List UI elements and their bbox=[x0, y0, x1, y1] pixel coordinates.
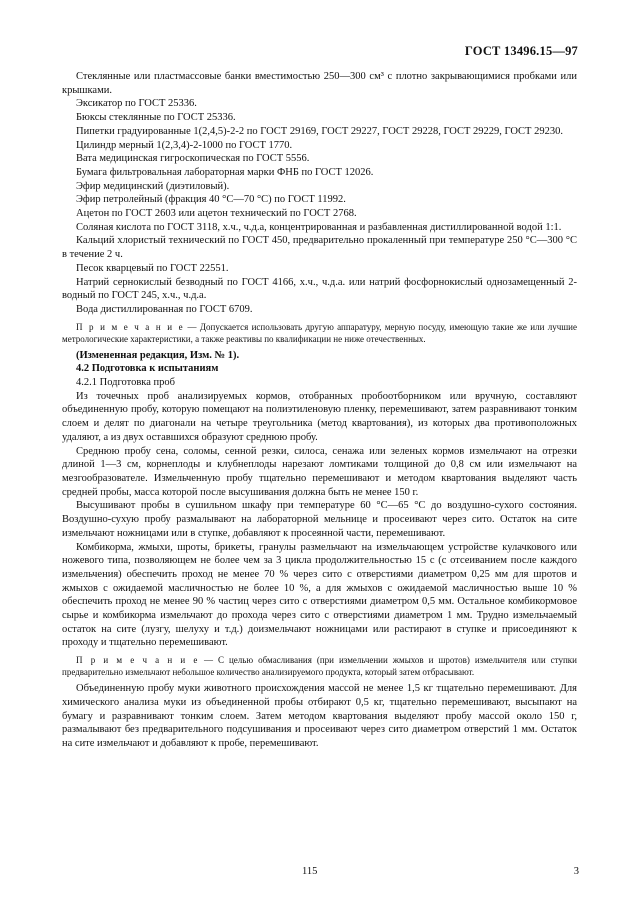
paragraph: Пипетки градуированные 1(2,4,5)-2-2 по ГОСТ 29169, ГОСТ 29227, ГОСТ 29228, ГОСТ 29229, ГОСТ 29230. bbox=[76, 125, 563, 137]
paragraph: Эфир медицинский (диэтиловый). bbox=[76, 180, 230, 192]
section-heading: 4.2 Подготовка к испытаниям bbox=[76, 363, 219, 375]
paragraph: Кальций хлористый технический по ГОСТ 450, предварительно прокаленный при температуре 250 °С—300 °С в течение 2 ч. bbox=[62, 235, 577, 261]
revision-note: (Измененная редакция, Изм. № 1). bbox=[76, 349, 240, 361]
paragraph: Эфир петролейный (фракция 40 °С—70 °С) по ГОСТ 11992. bbox=[76, 194, 346, 206]
paragraph: Комбикорма, жмыхи, шроты, брикеты, гранулы размельчают на измельчающем устройстве кулачкового или ножевого типа, позволяющем не более чем за 3 цикла продолжительностью 15 с (с отсеиванием после каждого измельчения) обеспечить проход не менее 70 % через сито с отверстиями диаметром 0,25 мм для шротов и жмыхов с ожидаемой масличностью не более 10 %, а для жмыхов с ожидаемой масличностью выше 10 % обеспечить проход не менее 90 % частиц через сито с отверстиями диаметром 0,5 мм. Остальное комбикормовое сырье и комбикорма измельчают до прохода через сито с отверстиями диаметром 1 мм. Трудно измельчаемый остаток на сите (лузгу, шелуху и т.д.) доизмельчают ножницами или растирают в ступке и присоединяют к проходу и тщательно перемешивают. bbox=[62, 541, 577, 649]
paragraph: Ацетон по ГОСТ 2603 или ацетон технический по ГОСТ 2768. bbox=[76, 208, 357, 220]
paragraph: Соляная кислота по ГОСТ 3118, х.ч., ч.д.а, концентрированная и разбавленная дистиллированной водой 1:1. bbox=[76, 221, 562, 233]
paragraph: Бюксы стеклянные по ГОСТ 25336. bbox=[76, 112, 236, 124]
sheet-number: 3 bbox=[573, 866, 579, 877]
paragraph: Песок кварцевый по ГОСТ 22551. bbox=[76, 262, 229, 274]
note-text: — С целью обмасливания (при измельчении жмыхов и шротов) измельчителя или ступки предварительно измельчают небольшое количество анализируемого продукта, который затем отбрасывают. bbox=[62, 655, 577, 678]
note-label: П р и м е ч а н и е bbox=[76, 321, 185, 332]
paragraph: Стеклянные или пластмассовые банки вместимостью 250—300 см³ с плотно закрывающимися пробками или крышками. bbox=[62, 71, 577, 96]
note bbox=[62, 654, 577, 678]
paragraph: Среднюю пробу сена, соломы, сенной резки, силоса, сенажа или зеленых кормов измельчают на отрезки длиной 1—3 см, корнеплоды и клубнеплоды нарезают ломтиками толщиной до 0,8 см или измельчают на мезгообразователе. Измельченную пробу тщательно перемешивают и методом квартования выделяют часть средней пробы, масса которой после высушивания должна быть не менее 150 г. bbox=[62, 445, 577, 498]
paragraph: Бумага фильтровальная лабораторная марки ФНБ по ГОСТ 12026. bbox=[76, 166, 374, 178]
note-label: П р и м е ч а н и е bbox=[76, 655, 199, 666]
paragraph: Из точечных проб анализируемых кормов, отобранных пробоотборником или вручную, составляют объединенную пробу, которую помещают на полиэтиленовую пленку, перемешивают, затем разравнивают тонким слоем и делят по диагонали на четыре треугольника (метод квартования), из которых два противоположных удаляют, а из двух оставшихся образуют среднюю пробу. bbox=[62, 390, 577, 443]
paragraph: Натрий сернокислый безводный по ГОСТ 4166, х.ч., ч.д.а. или натрий фосфорнокислый однозамещенный 2-водный по ГОСТ 245, х.ч., ч.д.а. bbox=[62, 276, 577, 302]
paragraph: Вода дистиллированная по ГОСТ 6709. bbox=[76, 303, 253, 315]
paragraph: Вата медицинская гигроскопическая по ГОСТ 5556. bbox=[76, 153, 310, 165]
paragraph: Цилиндр мерный 1(2,3,4)-2-1000 по ГОСТ 1770. bbox=[76, 139, 293, 151]
paragraph: Высушивают пробы в сушильном шкафу при температуре 60 °С—65 °С до воздушно-сухого состояния. Воздушно-сухую пробу размалывают на лабораторной мельнице и просеивают через сито. Остаток на сите измельчают ножницами или в ступке, добавляют к просеянной части, перемешивают. bbox=[62, 500, 577, 539]
note bbox=[62, 321, 577, 345]
paragraph: Эксикатор по ГОСТ 25336. bbox=[76, 98, 197, 110]
document-header: ГОСТ 13496.15—97 bbox=[464, 44, 578, 58]
note-text: — Допускается использовать другую аппаратуру, мерную посуду, имеющую такие же или лучшие метрологические характеристики, а также реактивы по квалификации не ниже отечественных. bbox=[62, 321, 577, 344]
page-content bbox=[62, 70, 577, 751]
subsection-heading: 4.2.1 Подготовка проб bbox=[76, 377, 176, 389]
page-number: 115 bbox=[302, 866, 318, 877]
paragraph: Объединенную пробу муки животного происхождения массой не менее 1,5 кг тщательно перемешивают. Для химического анализа муки из объединенной пробы отбирают 0,5 кг, тщательно перемешивают, высыпают на бумагу и разравнивают тонким слоем. Затем методом квартования выделяют пробу массой около 150 г, размалывают без предварительного подсушивания и просеивают через сито диаметром отверстий 1 мм. Остаток на сите измельчают и добавляют к пробе, перемешивают. bbox=[62, 683, 577, 749]
